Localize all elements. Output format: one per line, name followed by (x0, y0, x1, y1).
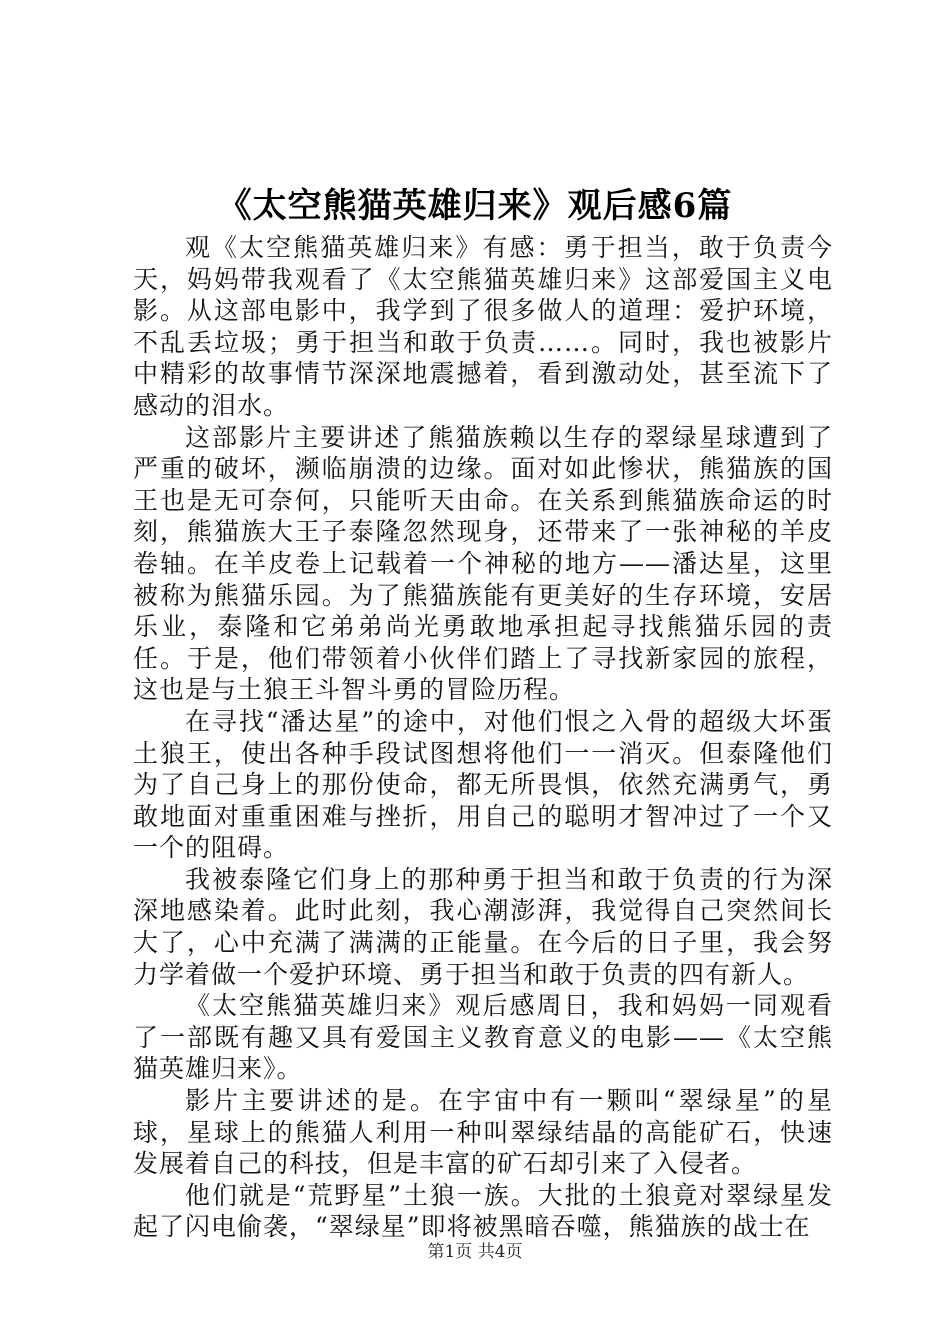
paragraph: 影片主要讲述的是。在宇宙中有一颗叫“翠绿星”的星球，星球上的熊猫人利用一种叫翠绿结晶的高能矿石，快速发展着自己的科技，但是丰富的矿石却引来了入侵者。 (133, 1086, 833, 1179)
paragraph: 观《太空熊猫英雄归来》有感：勇于担当，敢于负责今天，妈妈带我观看了《太空熊猫英雄归来》这部爱国主义电影。从这部电影中，我学到了很多做人的道理：爱护环境，不乱丢垃圾；勇于担当和敢于负责……。同时，我也被影片中精彩的故事情节深深地震撼着，看到激动处，甚至流下了感动的泪水。 (133, 233, 833, 420)
paragraph: 我被泰隆它们身上的那种勇于担当和敢于负责的行为深深地感染着。此时此刻，我心潮澎湃，我觉得自己突然间长大了，心中充满了满满的正能量。在今后的日子里，我会努力学着做一个爱护环境、勇于担当和敢于负责的四有新人。 (133, 864, 833, 989)
document-body (133, 232, 833, 1243)
paragraph: 这部影片主要讲述了熊猫族赖以生存的翠绿星球遭到了严重的破坏，濒临崩溃的边缘。面对如此惨状，熊猫族的国王也是无可奈何，只能听天由命。在关系到熊猫族命运的时刻，熊猫族大王子泰隆忽然现身，还带来了一张神秘的羊皮卷轴。在羊皮卷上记载着一个神秘的地方——潘达星，这里被称为熊猫乐园。为了熊猫族能有更美好的生存环境，安居乐业，泰隆和它弟弟尚光勇敢地承担起寻找熊猫乐园的责任。于是，他们带领着小伙伴们踏上了寻找新家园的旅程，这也是与土狼王斗智斗勇的冒险历程。 (133, 422, 833, 705)
paragraph: 在寻找“潘达星”的途中，对他们恨之入骨的超级大坏蛋土狼王，使出各种手段试图想将他们一一消灭。但泰隆他们为了自己身上的那份使命，都无所畏惧，依然充满勇气，勇敢地面对重重困难与挫折，用自己的聪明才智冲过了一个又一个的阻碍。 (133, 706, 833, 863)
paragraph: 他们就是“荒野星”土狼一族。大批的土狼竟对翠绿星发起了闪电偷袭，“翠绿星”即将被黑暗吞噬，熊猫族的战士在 (133, 1180, 833, 1242)
page-footer: 第1页 共4页 (427, 1242, 523, 1262)
paragraph: 《太空熊猫英雄归来》观后感周日，我和妈妈一同观看了一部既有趣又具有爱国主义教育意义的电影——《太空熊猫英雄归来》。 (133, 991, 833, 1084)
document-title: 《太空熊猫英雄归来》观后感6篇 (217, 186, 733, 226)
